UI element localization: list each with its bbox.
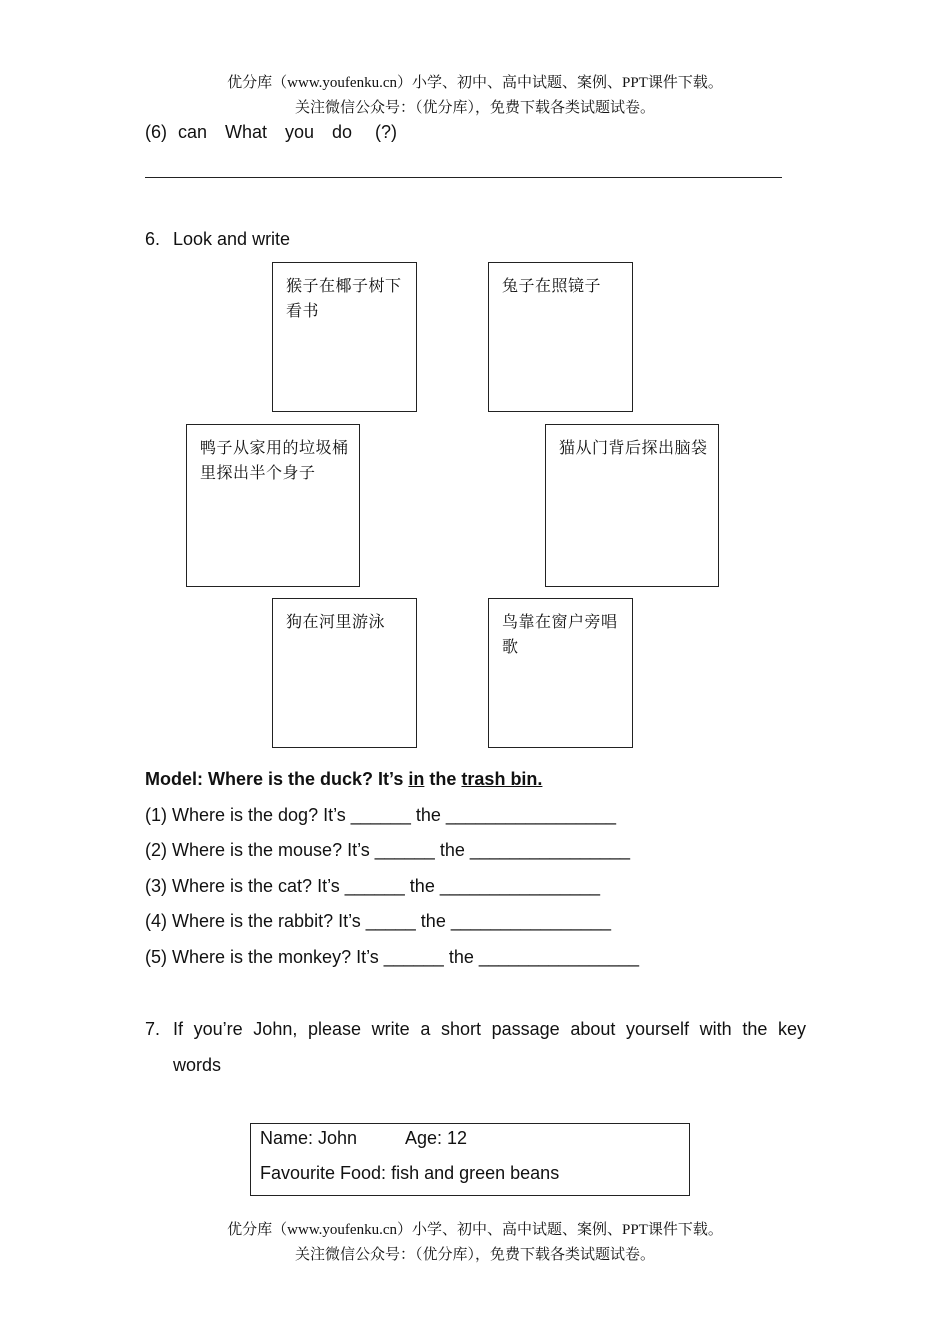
- picture-box-rabbit: [488, 262, 633, 412]
- name-field: Name: John: [260, 1128, 358, 1148]
- question-item[interactable]: (2) Where is the mouse? It’s ______ the ________________: [145, 840, 631, 860]
- word: What: [225, 122, 268, 142]
- question-item[interactable]: (5) Where is the monkey? It’s ______ the ________________: [145, 947, 640, 967]
- picture-description: 猫从门背后探出脑袋: [559, 438, 708, 457]
- picture-box-monkey: [272, 262, 417, 412]
- word: do: [332, 122, 353, 142]
- picture-description: 狗在河里游泳: [286, 612, 386, 631]
- model-sentence: [145, 768, 542, 790]
- header-line-2: 关注微信公众号：（优分库），免费下载各类试题试卷。: [294, 100, 655, 116]
- section-7-instruction: If you’re John, please write a short passage about yourself with the key: [173, 1019, 806, 1039]
- picture-box-dog: [272, 598, 417, 748]
- key-words-box: [250, 1123, 690, 1196]
- section-6-title: Look and write: [173, 229, 291, 249]
- question-item[interactable]: (4) Where is the rabbit? It’s _____ the ________________: [145, 911, 612, 931]
- section-7-instruction-cont: words: [173, 1055, 222, 1075]
- favourite-food-field: Favourite Food: fish and green beans: [260, 1163, 560, 1183]
- word: (?): [375, 122, 397, 142]
- model-place: trash bin.: [461, 769, 543, 789]
- picture-box-cat: [545, 424, 719, 587]
- word: you: [285, 122, 315, 142]
- picture-box-duck: [186, 424, 360, 587]
- picture-box-bird: [488, 598, 633, 748]
- word: can: [178, 122, 208, 142]
- section-6-number: 6.: [145, 229, 161, 249]
- picture-description: 鸟靠在窗户旁唱歌: [502, 612, 618, 656]
- picture-description: 兔子在照镜子: [502, 276, 602, 295]
- picture-description: 鸭子从家用的垃圾桶里探出半个身子: [200, 438, 349, 482]
- question-item[interactable]: (3) Where is the cat? It’s ______ the ________________: [145, 876, 601, 896]
- model-prefix: Model: Where is the duck? It’s: [145, 769, 404, 789]
- section-7-number: 7.: [145, 1019, 161, 1039]
- answer-line[interactable]: [145, 177, 782, 178]
- header-line-1: 优分库（www.youfenku.cn）小学、初中、高中试题、案例、PPT课件下载。: [227, 75, 723, 91]
- footer-line-2: 关注微信公众号：（优分库），免费下载各类试题试卷。: [294, 1247, 655, 1263]
- footer-line-1: 优分库（www.youfenku.cn）小学、初中、高中试题、案例、PPT课件下载。: [227, 1222, 723, 1238]
- picture-description: 猴子在椰子树下看书: [286, 276, 402, 320]
- age-field: Age: 12: [405, 1128, 468, 1148]
- question-item[interactable]: (1) Where is the dog? It’s ______ the _________________: [145, 805, 617, 825]
- model-preposition: in: [408, 769, 425, 789]
- model-mid: the: [429, 769, 457, 789]
- question-number: (6): [145, 122, 167, 142]
